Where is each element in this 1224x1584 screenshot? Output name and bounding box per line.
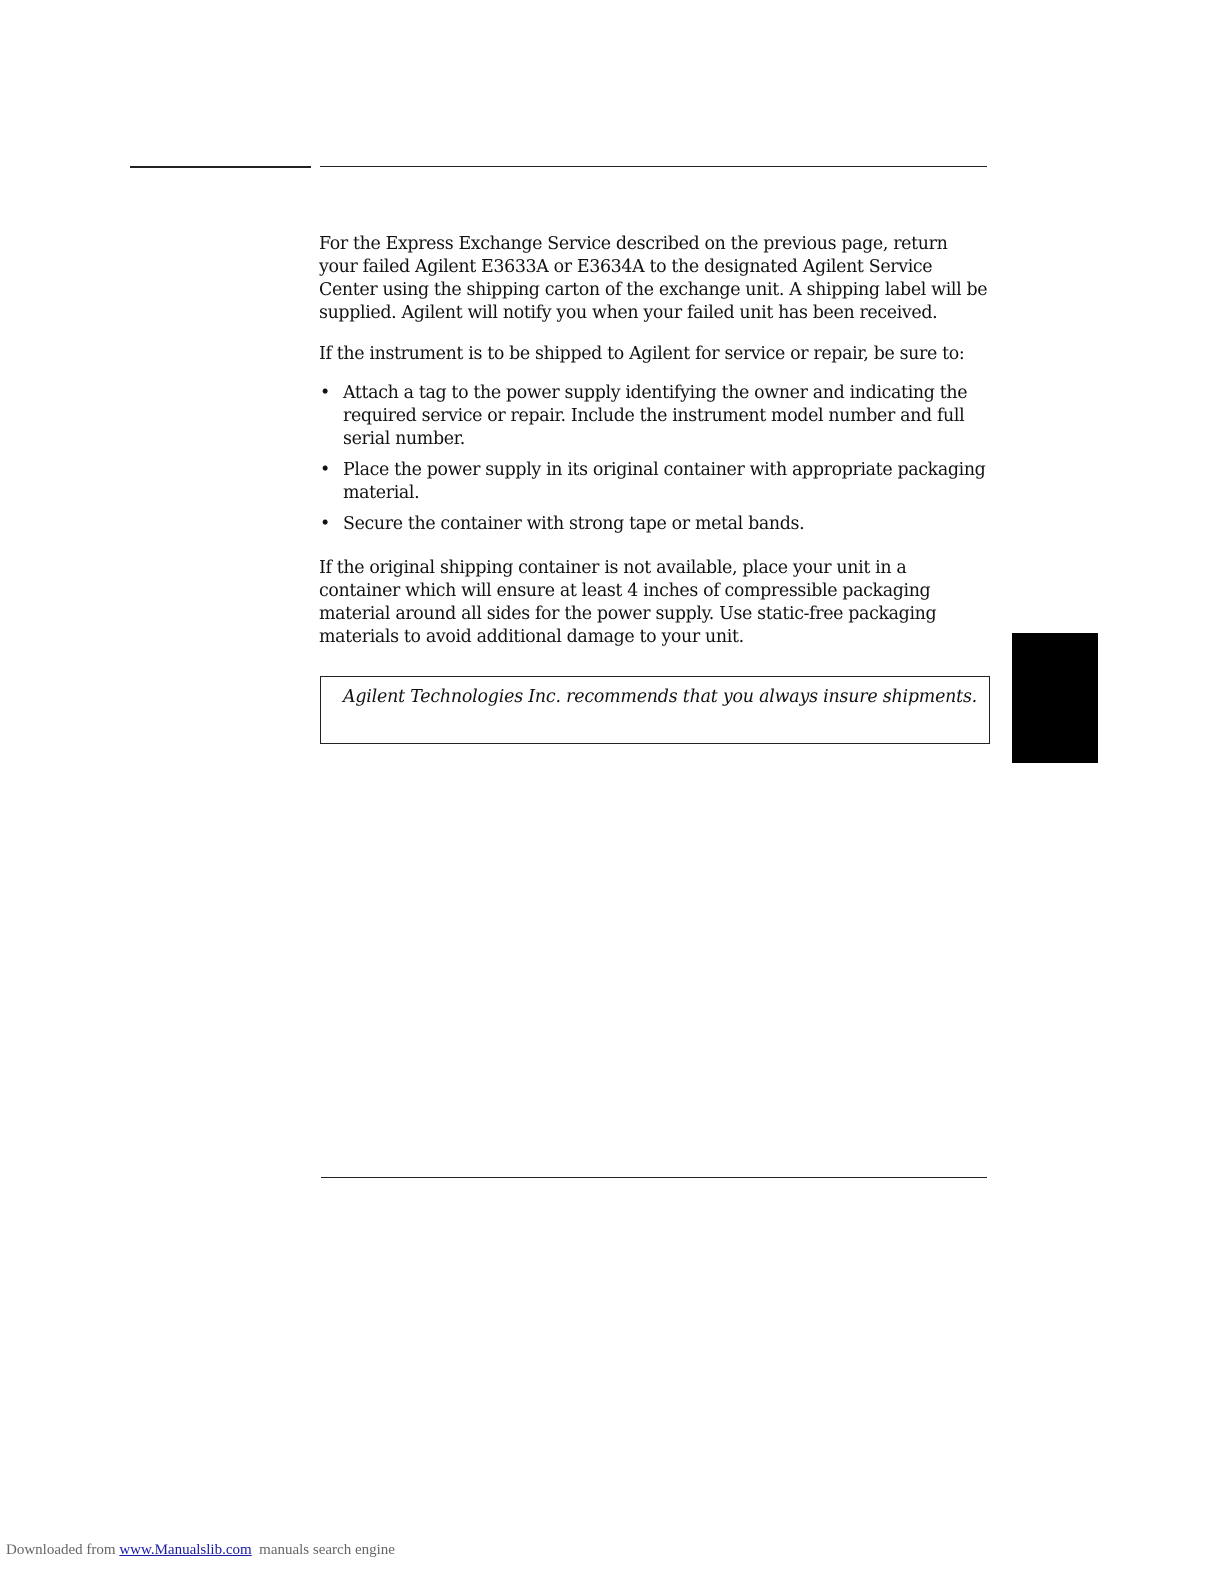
shipping-steps-list: [319, 382, 989, 536]
instructions-lead-paragraph: If the instrument is to be shipped to Agilent for service or repair, be sure to:: [319, 344, 965, 364]
footer-prefix: Downloaded from: [6, 1542, 120, 1558]
list-item-text: Secure the container with strong tape or metal bands.: [343, 514, 805, 534]
download-footer: [6, 1542, 395, 1559]
list-item-text: Attach a tag to the power supply identifying the owner and indicating the required service or repair. Include the instrument model number and full serial number.: [343, 383, 968, 449]
page-body: [319, 233, 989, 667]
footer-suffix: manuals search engine: [251, 1542, 395, 1558]
bullet-icon: •: [320, 514, 330, 534]
intro-paragraph: For the Express Exchange Service described on the previous page, return your failed Agilent E3633A or E3634A to the designated Agilent Service Center using the shipping carton of the exchange unit. A shipping label will be supplied. Agilent will notify you when your failed unit has been received.: [319, 234, 988, 323]
note-text: Agilent Technologies Inc. recommends that you always insure shipments.: [343, 687, 978, 707]
header-rule-right: [320, 166, 987, 167]
note-box: [320, 676, 990, 744]
list-item-text: Place the power supply in its original container with appropriate packaging material.: [343, 460, 986, 503]
footer-rule: [321, 1177, 987, 1178]
bullet-icon: •: [320, 383, 330, 403]
list-item: [319, 513, 989, 536]
bullet-icon: •: [320, 460, 330, 480]
list-item: [319, 382, 989, 451]
header-rule-left: [130, 166, 311, 168]
container-paragraph: If the original shipping container is not available, place your unit in a container which will ensure at least 4 inches of compressible packaging material around all sides for the power supply. Use static-free packaging materials to avoid additional damage to your unit.: [319, 558, 937, 647]
manualslib-link[interactable]: www.Manualslib.com: [119, 1542, 252, 1558]
list-item: [319, 459, 989, 505]
chapter-tab-marker: [1012, 633, 1098, 763]
